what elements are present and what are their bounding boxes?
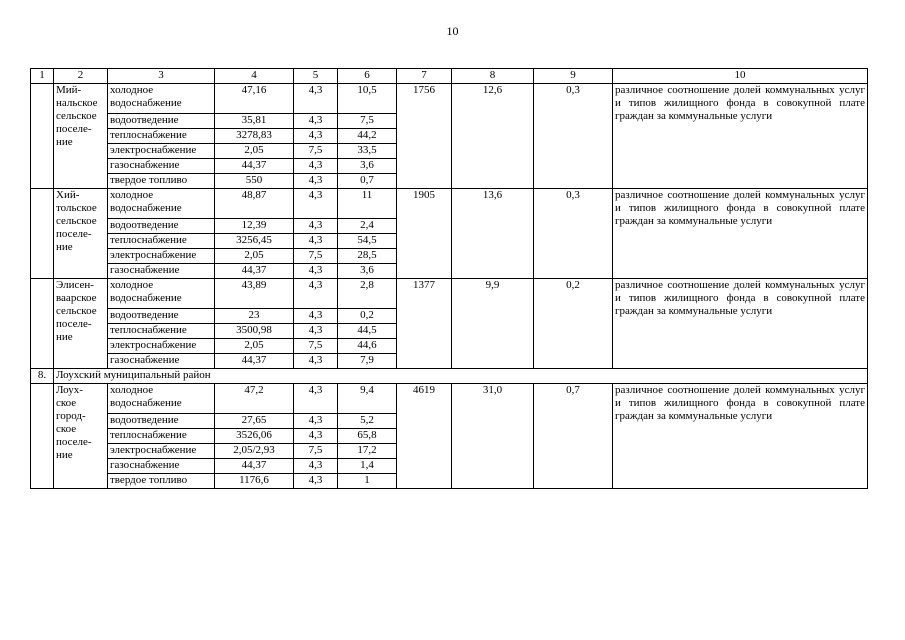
value-col4: 44,37 xyxy=(215,354,294,369)
value-col6: 1 xyxy=(338,474,397,489)
value-col6: 5,2 xyxy=(338,414,397,429)
value-col6: 33,5 xyxy=(338,144,397,159)
tariff-table xyxy=(30,68,868,489)
region-index: 8. xyxy=(31,369,54,384)
value-col6: 44,6 xyxy=(338,339,397,354)
value-col6: 28,5 xyxy=(338,249,397,264)
value-col6: 17,2 xyxy=(338,444,397,459)
value-col5: 4,3 xyxy=(294,414,338,429)
service-name: электроснабжение xyxy=(108,444,215,459)
value-col4: 550 xyxy=(215,174,294,189)
value-col4: 3526,06 xyxy=(215,429,294,444)
note-cell: различное соотношение долей коммунальных услуг и типов жилищного фонда в совокупной плате граждан за коммунальные услуги xyxy=(613,189,868,279)
value-col4: 27,65 xyxy=(215,414,294,429)
value-col9: 0,3 xyxy=(534,189,613,279)
value-col6: 1,4 xyxy=(338,459,397,474)
column-number: 1 xyxy=(31,69,54,84)
value-col4: 43,89 xyxy=(215,279,294,309)
service-name: твердое топливо xyxy=(108,174,215,189)
value-col4: 3256,45 xyxy=(215,234,294,249)
service-name: электроснабжение xyxy=(108,339,215,354)
value-col5: 4,3 xyxy=(294,84,338,114)
service-name: холодное водоснабжение xyxy=(108,189,215,219)
value-col5: 7,5 xyxy=(294,249,338,264)
service-name: твердое топливо xyxy=(108,474,215,489)
value-col5: 4,3 xyxy=(294,114,338,129)
value-col8: 9,9 xyxy=(452,279,534,369)
value-col7: 1377 xyxy=(397,279,452,369)
note-cell: различное соотношение долей коммунальных услуг и типов жилищного фонда в совокупной плате граждан за коммунальные услуги xyxy=(613,384,868,489)
value-col5: 7,5 xyxy=(294,144,338,159)
value-col5: 4,3 xyxy=(294,459,338,474)
column-number: 5 xyxy=(294,69,338,84)
value-col5: 4,3 xyxy=(294,189,338,219)
service-name: газоснабжение xyxy=(108,354,215,369)
value-col5: 4,3 xyxy=(294,429,338,444)
value-col6: 65,8 xyxy=(338,429,397,444)
service-name: холодное водоснабжение xyxy=(108,84,215,114)
value-col4: 48,87 xyxy=(215,189,294,219)
value-col6: 2,8 xyxy=(338,279,397,309)
value-col9: 0,2 xyxy=(534,279,613,369)
value-col5: 4,3 xyxy=(294,159,338,174)
value-col4: 12,39 xyxy=(215,219,294,234)
value-col6: 44,2 xyxy=(338,129,397,144)
table-row xyxy=(31,279,868,309)
column-number: 8 xyxy=(452,69,534,84)
index-cell xyxy=(31,279,54,369)
value-col4: 44,37 xyxy=(215,459,294,474)
value-col6: 7,5 xyxy=(338,114,397,129)
note-cell: различное соотношение долей коммунальных услуг и типов жилищного фонда в совокупной плате граждан за коммунальные услуги xyxy=(613,84,868,189)
service-name: водоотведение xyxy=(108,114,215,129)
value-col4: 47,2 xyxy=(215,384,294,414)
header-row xyxy=(31,69,868,84)
value-col4: 44,37 xyxy=(215,159,294,174)
service-name: холодное водоснабжение xyxy=(108,279,215,309)
table-row xyxy=(31,189,868,219)
service-name: электроснабжение xyxy=(108,249,215,264)
column-number: 9 xyxy=(534,69,613,84)
value-col6: 10,5 xyxy=(338,84,397,114)
value-col6: 2,4 xyxy=(338,219,397,234)
value-col5: 4,3 xyxy=(294,279,338,309)
value-col6: 0,2 xyxy=(338,309,397,324)
value-col5: 4,3 xyxy=(294,264,338,279)
column-number: 4 xyxy=(215,69,294,84)
value-col4: 47,16 xyxy=(215,84,294,114)
column-number: 10 xyxy=(613,69,868,84)
service-name: водоотведение xyxy=(108,309,215,324)
column-number: 6 xyxy=(338,69,397,84)
value-col5: 4,3 xyxy=(294,324,338,339)
value-col5: 4,3 xyxy=(294,354,338,369)
value-col4: 2,05/2,93 xyxy=(215,444,294,459)
service-name: газоснабжение xyxy=(108,459,215,474)
service-name: водоотведение xyxy=(108,219,215,234)
value-col6: 44,5 xyxy=(338,324,397,339)
column-number: 3 xyxy=(108,69,215,84)
note-cell: различное соотношение долей коммунальных услуг и типов жилищного фонда в совокупной плате граждан за коммунальные услуги xyxy=(613,279,868,369)
value-col5: 4,3 xyxy=(294,219,338,234)
value-col6: 11 xyxy=(338,189,397,219)
service-name: теплоснабжение xyxy=(108,429,215,444)
value-col5: 4,3 xyxy=(294,174,338,189)
column-number: 2 xyxy=(54,69,108,84)
service-name: электроснабжение xyxy=(108,144,215,159)
value-col6: 0,7 xyxy=(338,174,397,189)
value-col4: 2,05 xyxy=(215,249,294,264)
value-col8: 31,0 xyxy=(452,384,534,489)
region-name: Лоухский муниципальный район xyxy=(54,369,868,384)
value-col4: 2,05 xyxy=(215,144,294,159)
service-name: холодное водоснабжение xyxy=(108,384,215,414)
value-col4: 35,81 xyxy=(215,114,294,129)
value-col5: 4,3 xyxy=(294,129,338,144)
value-col9: 0,3 xyxy=(534,84,613,189)
settlement-name: Лоух- ское город- ское поселе- ние xyxy=(54,384,108,489)
column-number: 7 xyxy=(397,69,452,84)
page-number: 10 xyxy=(446,24,459,38)
value-col5: 7,5 xyxy=(294,444,338,459)
value-col4: 2,05 xyxy=(215,339,294,354)
settlement-name: Мий- нальское сельское поселе- ние xyxy=(54,84,108,189)
value-col6: 54,5 xyxy=(338,234,397,249)
table-row xyxy=(31,384,868,414)
index-cell xyxy=(31,189,54,279)
settlement-name: Хий- тольское сельское поселе- ние xyxy=(54,189,108,279)
value-col9: 0,7 xyxy=(534,384,613,489)
service-name: теплоснабжение xyxy=(108,324,215,339)
service-name: газоснабжение xyxy=(108,264,215,279)
value-col6: 9,4 xyxy=(338,384,397,414)
value-col5: 4,3 xyxy=(294,384,338,414)
value-col4: 44,37 xyxy=(215,264,294,279)
value-col7: 1905 xyxy=(397,189,452,279)
service-name: теплоснабжение xyxy=(108,234,215,249)
index-cell xyxy=(31,384,54,489)
table-body xyxy=(31,69,868,489)
service-name: водоотведение xyxy=(108,414,215,429)
table-row xyxy=(31,84,868,114)
region-row xyxy=(31,369,868,384)
value-col4: 3500,98 xyxy=(215,324,294,339)
service-name: теплоснабжение xyxy=(108,129,215,144)
value-col5: 4,3 xyxy=(294,309,338,324)
value-col5: 4,3 xyxy=(294,474,338,489)
value-col4: 3278,83 xyxy=(215,129,294,144)
value-col5: 7,5 xyxy=(294,339,338,354)
value-col6: 3,6 xyxy=(338,159,397,174)
index-cell xyxy=(31,84,54,189)
settlement-name: Элисен- ваарское сельское поселе- ние xyxy=(54,279,108,369)
value-col6: 7,9 xyxy=(338,354,397,369)
service-name: газоснабжение xyxy=(108,159,215,174)
value-col8: 12,6 xyxy=(452,84,534,189)
value-col4: 1176,6 xyxy=(215,474,294,489)
value-col7: 1756 xyxy=(397,84,452,189)
value-col8: 13,6 xyxy=(452,189,534,279)
value-col4: 23 xyxy=(215,309,294,324)
value-col5: 4,3 xyxy=(294,234,338,249)
value-col6: 3,6 xyxy=(338,264,397,279)
value-col7: 4619 xyxy=(397,384,452,489)
